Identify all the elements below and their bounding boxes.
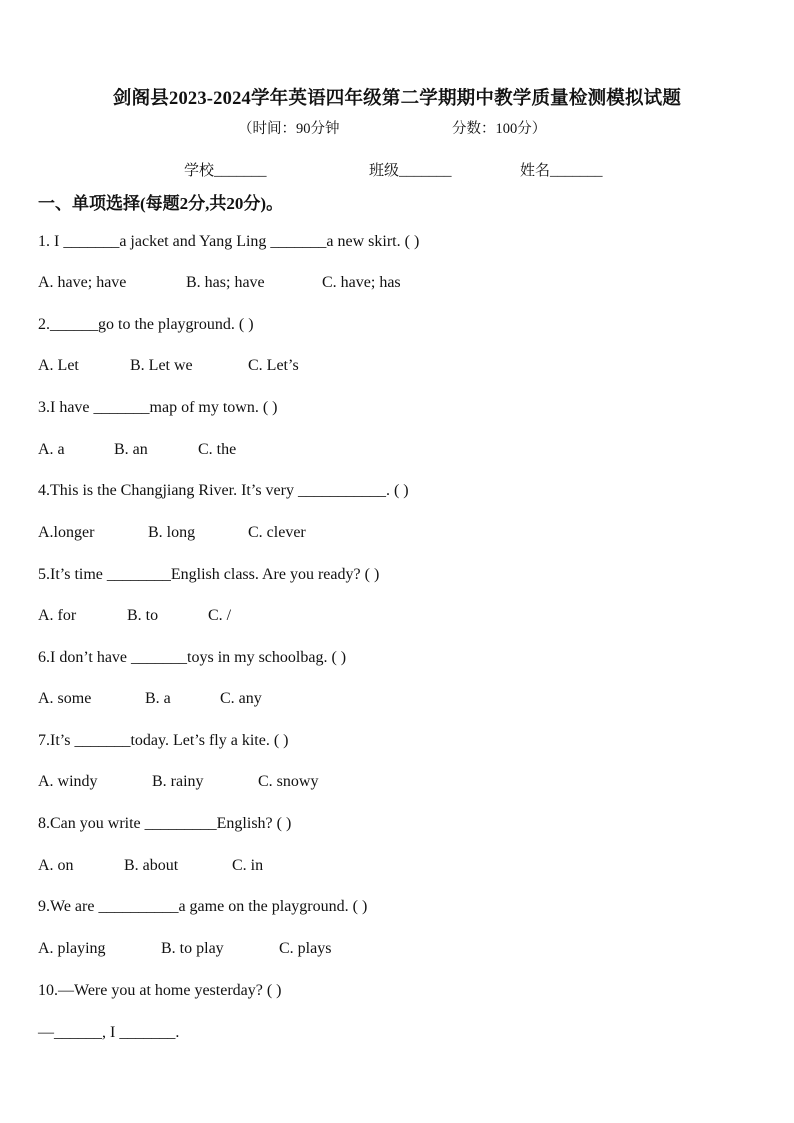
- question-5: 5.It’s time ________English class. Are you ready? ( ): [38, 566, 380, 583]
- q7-option-c[interactable]: C. snowy: [258, 773, 319, 790]
- total-score: 分数：100分）: [452, 121, 547, 137]
- q3-option-a[interactable]: A. a: [38, 441, 65, 458]
- q6-option-a[interactable]: A. some: [38, 690, 92, 707]
- question-7: 7.It’s _______today. Let’s fly a kite. ( ): [38, 732, 289, 749]
- q3-option-b[interactable]: B. an: [114, 441, 148, 458]
- q2-option-b[interactable]: B. Let we: [130, 357, 193, 374]
- q6-option-c[interactable]: C. any: [220, 690, 262, 707]
- question-3: 3.I have _______map of my town. ( ): [38, 399, 278, 416]
- exam-title: 剑阁县2023-2024学年英语四年级第二学期期中教学质量检测模拟试题: [112, 89, 682, 109]
- q8-option-b[interactable]: B. about: [124, 857, 179, 874]
- question-10-dialogue: —______, I _______.: [38, 1024, 180, 1041]
- q3-option-c[interactable]: C. the: [198, 441, 237, 458]
- q8-option-c[interactable]: C. in: [232, 857, 264, 874]
- q9-option-a[interactable]: A. playing: [38, 940, 106, 957]
- q5-option-c[interactable]: C. /: [208, 607, 232, 624]
- q4-option-b[interactable]: B. long: [148, 524, 196, 541]
- q2-option-c[interactable]: C. Let’s: [248, 357, 299, 374]
- question-9: 9.We are __________a game on the playground. ( ): [38, 898, 368, 915]
- question-8: 8.Can you write _________English? ( ): [38, 815, 292, 832]
- q5-option-a[interactable]: A. for: [38, 607, 77, 624]
- q1-option-b[interactable]: B. has; have: [186, 274, 265, 291]
- school-field[interactable]: 学校_______: [184, 163, 267, 179]
- question-2: 2.______go to the playground. ( ): [38, 316, 254, 333]
- question-4: 4.This is the Changjiang River. It’s very ___________. ( ): [38, 482, 409, 499]
- q8-option-a[interactable]: A. on: [38, 857, 74, 874]
- q2-option-a[interactable]: A. Let: [38, 357, 79, 374]
- q1-option-a[interactable]: A. have; have: [38, 274, 127, 291]
- q1-option-c[interactable]: C. have; has: [322, 274, 401, 291]
- q9-option-c[interactable]: C. plays: [279, 940, 332, 957]
- q9-option-b[interactable]: B. to play: [161, 940, 224, 957]
- section-heading: 一、单项选择(每题2分,共20分)。: [38, 194, 284, 213]
- name-field[interactable]: 姓名_______: [520, 163, 603, 179]
- q4-option-a[interactable]: A.longer: [38, 524, 95, 541]
- q5-option-b[interactable]: B. to: [127, 607, 159, 624]
- class-field[interactable]: 班级_______: [369, 163, 452, 179]
- q6-option-b[interactable]: B. a: [145, 690, 171, 707]
- q4-option-c[interactable]: C. clever: [248, 524, 306, 541]
- time-limit: （时间：90分钟: [238, 121, 340, 137]
- q7-option-b[interactable]: B. rainy: [152, 773, 204, 790]
- question-6: 6.I don’t have _______toys in my schoolbag. ( ): [38, 649, 347, 666]
- question-10: 10.—Were you at home yesterday? ( ): [38, 982, 282, 999]
- question-1: 1. I _______a jacket and Yang Ling _______a new skirt. ( ): [38, 233, 420, 250]
- q7-option-a[interactable]: A. windy: [38, 773, 98, 790]
